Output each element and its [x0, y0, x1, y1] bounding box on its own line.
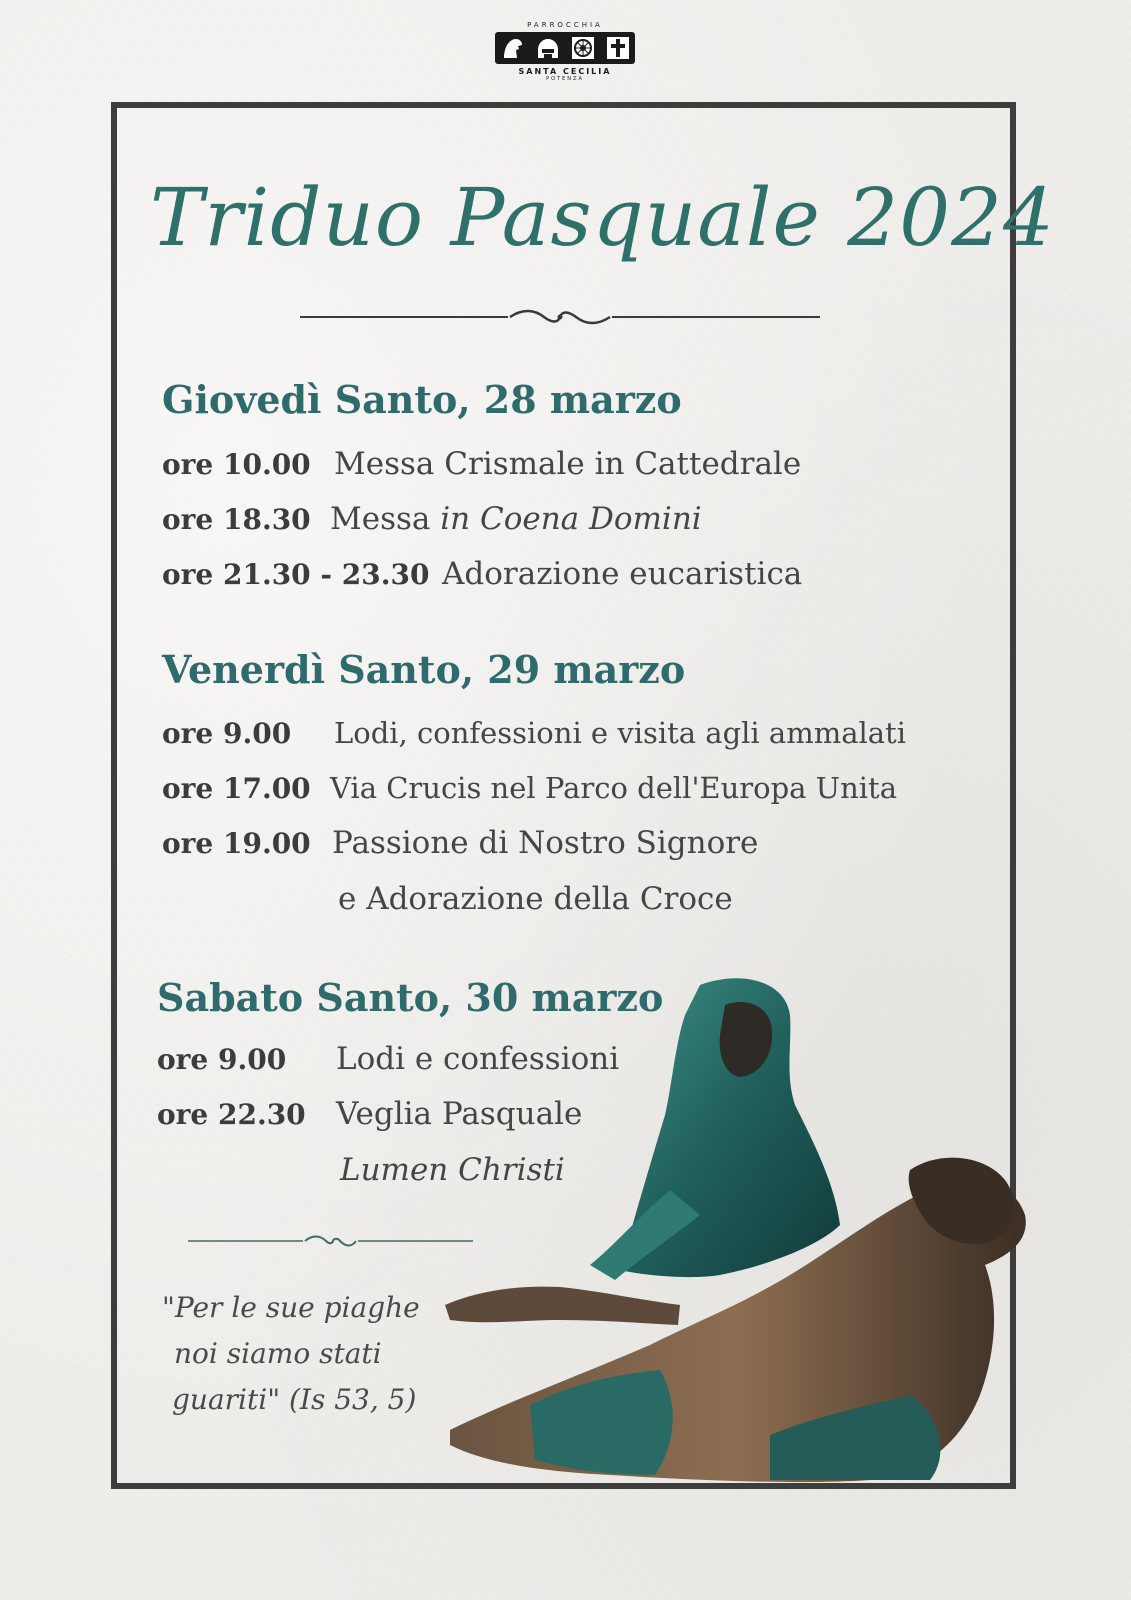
ornament-divider-bottom	[188, 1232, 473, 1250]
event-text	[330, 499, 702, 539]
event-text: Lodi, confessioni e visita agli ammalati	[334, 716, 906, 750]
event-text-continued: e Adorazione della Croce	[338, 881, 733, 917]
cross-icon	[605, 36, 631, 60]
event-text: Passione di Nostro Signore	[332, 825, 759, 861]
church-dome-icon	[535, 36, 561, 60]
ornament-divider-top	[300, 305, 820, 329]
day-title-friday: Venerdì Santo, 29 marzo	[162, 647, 686, 692]
day-title-thursday: Giovedì Santo, 28 marzo	[162, 377, 682, 422]
pieta-statue-image	[440, 975, 1040, 1485]
poster-title: Triduo Pasquale 2024	[150, 171, 1055, 264]
event-time: ore 18.30	[162, 503, 311, 536]
quote-line: "Per le sue piaghe	[162, 1291, 420, 1324]
event-time: ore 10.00	[162, 448, 311, 481]
event-text-continued: Lumen Christi	[340, 1152, 565, 1188]
quote-line: noi siamo stati	[174, 1337, 382, 1370]
event-time: ore 17.00	[162, 772, 311, 805]
event-text: Adorazione eucaristica	[442, 556, 803, 592]
event-text: Lodi e confessioni	[336, 1041, 620, 1077]
scripture-quote	[162, 1285, 462, 1423]
event-text-italic: in Coena Domini	[440, 501, 702, 537]
quote-line: guariti" (Is 53, 5)	[172, 1383, 417, 1416]
day-title-saturday: Sabato Santo, 30 marzo	[157, 975, 664, 1020]
logo-top-text: PARROCCHIA	[527, 21, 603, 29]
event-time: ore 9.00	[157, 1043, 287, 1076]
logo-city-text: POTENZA	[546, 76, 584, 82]
logo-icons	[495, 32, 635, 64]
event-time: ore 19.00	[162, 827, 311, 860]
event-text: Via Crucis nel Parco dell'Europa Unita	[330, 771, 898, 805]
event-time: ore 9.00	[162, 717, 292, 750]
parish-logo	[490, 20, 640, 86]
event-time: ore 21.30 - 23.30	[162, 558, 430, 591]
event-text: Messa Crismale in Cattedrale	[334, 446, 802, 482]
event-text-plain: Messa	[330, 501, 441, 537]
saint-profile-icon	[500, 36, 526, 60]
rose-window-icon	[570, 36, 596, 60]
event-text: Veglia Pasquale	[336, 1096, 583, 1132]
event-time: ore 22.30	[157, 1098, 306, 1131]
logo-name-text: SANTA CECILIA	[518, 67, 612, 76]
